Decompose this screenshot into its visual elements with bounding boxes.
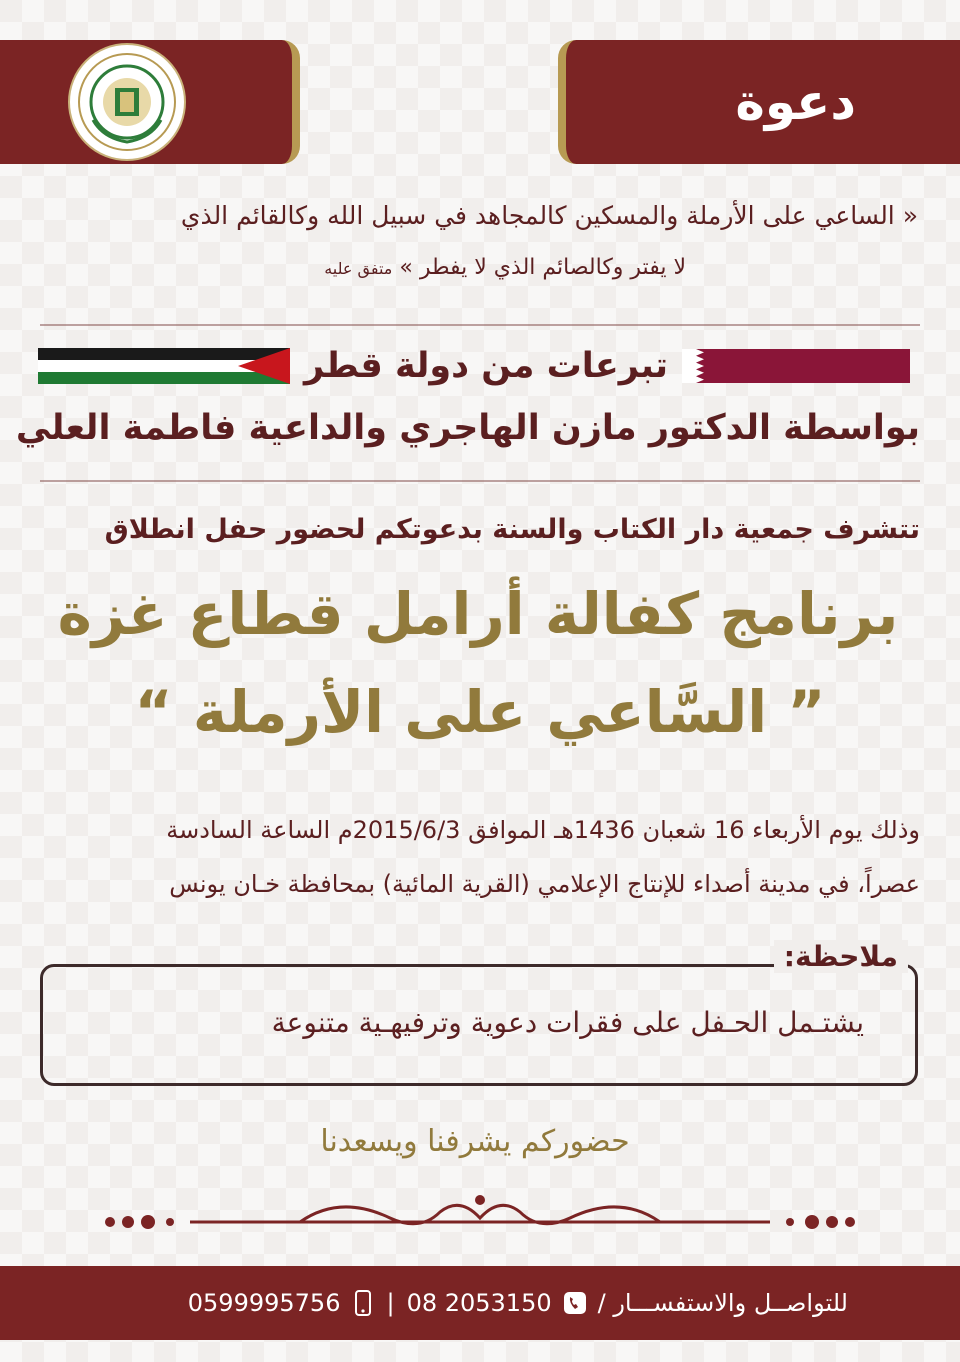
closing-line: حضوركم يشرفنا ويسعدنا	[320, 1124, 630, 1159]
contact-separator: |	[386, 1289, 395, 1317]
invitation-line: تتشرف جمعية دار الكتاب والسنة بدعوتكم لحضور حفل انطلاق	[104, 514, 920, 545]
hadith-quote	[42, 196, 918, 289]
page-title: دعوة	[735, 73, 856, 131]
header-title-band	[558, 40, 960, 164]
association-emblem-icon	[56, 40, 198, 164]
mobile-icon	[352, 1290, 374, 1316]
bottom-margin	[0, 1340, 960, 1362]
hadith-line-1: « الساعي على الأرملة والمسكين كالمجاهد في سبيل الله وكالقائم الذي	[180, 201, 918, 230]
divider-middle	[40, 480, 920, 482]
phone-landline: 08 2053150	[406, 1289, 552, 1317]
donation-title: تبرعات من دولة قطر	[304, 346, 669, 386]
donation-row	[38, 346, 920, 386]
hadith-line-2	[42, 248, 918, 289]
contact-label: للتواصــل والاستفســـار /	[597, 1289, 848, 1317]
divider-top	[40, 324, 920, 326]
phone-mobile: 0599995756	[187, 1289, 341, 1317]
contact-footer	[0, 1266, 960, 1340]
palestine-flag-icon	[38, 348, 290, 384]
event-location-line: عصراً، في مدينة أصداء للإنتاج الإعلامي (القرية المائية) بمحافظة خـان يونس	[169, 870, 920, 898]
donation-via: بواسطة الدكتور مازن الهاجري والداعية فاطمة العلي	[15, 408, 920, 448]
hadith-line-2-text: لا يفتر وكالصائم الذي لا يفطر »	[399, 255, 686, 280]
program-title-line-1: برنامج كفالة أرامل قطاع غزة	[57, 580, 899, 648]
event-date-line: وذلك يوم الأربعاء 16 شعبان 1436هـ الموافق 2015/6/3م الساعة السادسة	[166, 816, 920, 844]
note-label: ملاحظة:	[774, 940, 908, 973]
note-text: يشتـمل الحـفل على فقرات دعوية وترفيهـية متنوعة	[271, 1006, 864, 1039]
hadith-source: متفق عليه	[324, 259, 393, 278]
qatar-flag-icon	[682, 349, 910, 383]
phone-icon	[564, 1290, 586, 1316]
program-title-line-2: ” السَّاعي على الأرملة “	[134, 678, 826, 746]
ornament-divider	[100, 1188, 860, 1242]
